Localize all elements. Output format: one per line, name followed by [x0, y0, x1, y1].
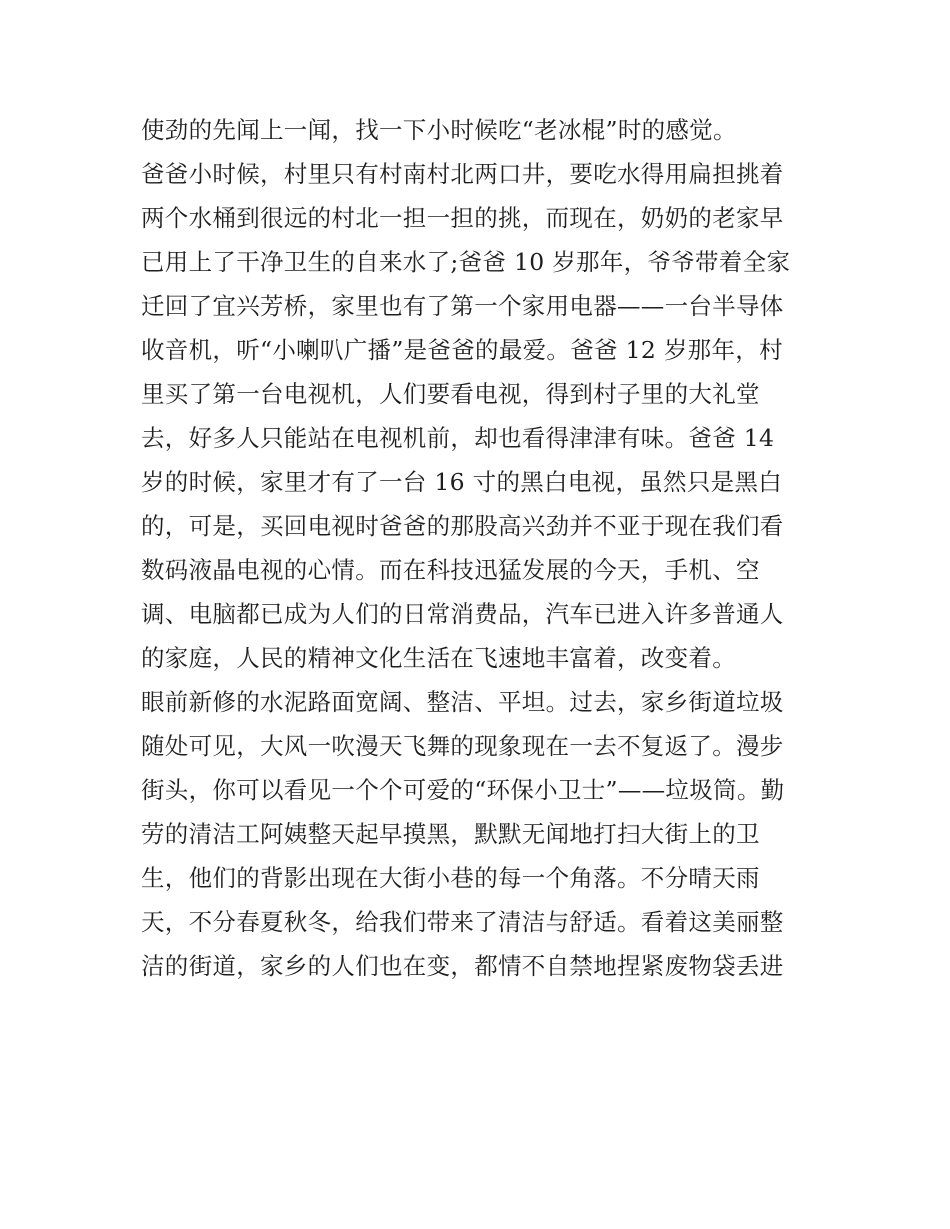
text-line: 随处可见，大风一吹漫天飞舞的现象现在一去不复返了。漫步	[141, 732, 784, 760]
text-line: 的，可是，买回电视时爸爸的那股高兴劲并不亚于现在我们看	[141, 512, 784, 540]
text-line: 街头，你可以看见一个个可爱的“环保小卫士”——垃圾筒。勤	[141, 776, 785, 804]
text-line: 两个水桶到很远的村北一担一担的挑，而现在，奶奶的老家早	[141, 204, 784, 232]
text-line: 调、电脑都已成为人们的日常消费品，汽车已进入许多普通人	[141, 600, 784, 628]
text-line: 使劲的先闻上一闻，找一下小时候吃“老冰棍”时的感觉。	[141, 116, 737, 144]
body-text	[141, 108, 821, 988]
text-line: 天，不分春夏秋冬，给我们带来了清洁与舒适。看着这美丽整	[141, 908, 784, 936]
text-line: 的家庭，人民的精神文化生活在飞速地丰富着，改变着。	[141, 644, 736, 672]
text-line: 岁的时候，家里才有了一台 16 寸的黑白电视，虽然只是黑白	[141, 468, 783, 496]
text-line: 劳的清洁工阿姨整天起早摸黑，默默无闻地打扫大街上的卫	[141, 820, 760, 848]
text-line: 洁的街道，家乡的人们也在变，都情不自禁地捏紧废物袋丢进	[141, 952, 784, 980]
text-line: 已用上了干净卫生的自来水了;爸爸 10 岁那年，爷爷带着全家	[141, 248, 791, 276]
text-line: 里买了第一台电视机，人们要看电视，得到村子里的大礼堂	[141, 380, 760, 408]
text-line: 爸爸小时候，村里只有村南村北两口井，要吃水得用扁担挑着	[141, 160, 784, 188]
text-line: 收音机，听“小喇叭广播”是爸爸的最爱。爸爸 12 岁那年，村	[141, 336, 783, 364]
text-line: 迁回了宜兴芳桥，家里也有了第一个家用电器——一台半导体	[141, 292, 784, 320]
text-line: 眼前新修的水泥路面宽阔、整洁、平坦。过去，家乡街道垃圾	[141, 688, 784, 716]
text-line: 去，好多人只能站在电视机前，却也看得津津有味。爸爸 14	[141, 424, 775, 452]
text-line: 生，他们的背影出现在大街小巷的每一个角落。不分晴天雨	[141, 864, 760, 892]
text-line: 数码液晶电视的心情。而在科技迅猛发展的今天，手机、空	[141, 556, 760, 584]
